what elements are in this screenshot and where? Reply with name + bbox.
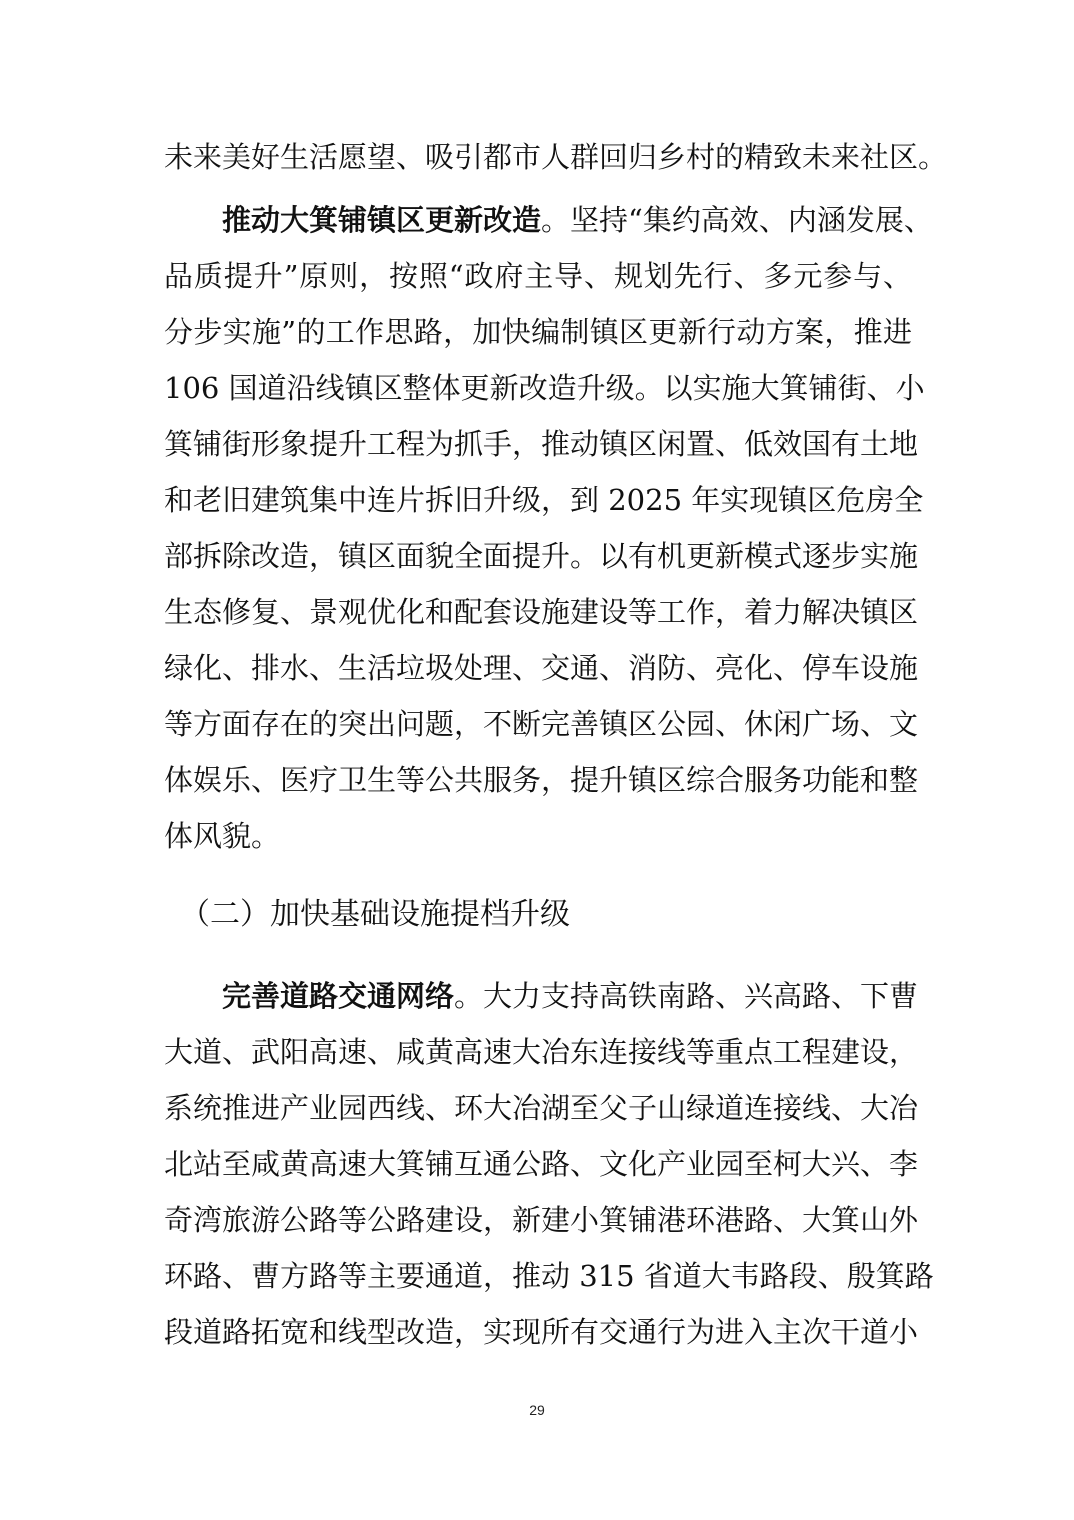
paragraph-line: 段道路拓宽和线型改造，实现所有交通行为进入主次干道小 [164,1315,919,1349]
paragraph-line: 106 国道沿线镇区整体更新改造升级。以实施大箕铺街、小 [164,371,925,405]
page-number: 29 [529,1402,545,1418]
paragraph-line: 奇湾旅游公路等公路建设，新建小箕铺港环港路、大箕山外 [164,1203,919,1237]
paragraph-line: 系统推进产业园西线、环大冶湖至父子山绿道连接线、大冶 [164,1091,919,1125]
paragraph-line [222,200,933,240]
paragraph-line: 体娱乐、医疗卫生等公共服务，提升镇区综合服务功能和整 [164,763,919,797]
paragraph-line: 体风貌。 [164,819,281,853]
paragraph-line: 箕铺街形象提升工程为抓手，推动镇区闲置、低效国有土地 [164,427,919,461]
paragraph-line: 等方面存在的突出问题，不断完善镇区公园、休闲广场、文 [164,707,919,741]
paragraph-line: 生态修复、景观优化和配套设施建设等工作，着力解决镇区 [164,595,919,629]
section-heading: （二）加快基础设施提档升级 [180,897,570,932]
paragraph-line: 北站至咸黄高速大箕铺互通公路、文化产业园至柯大兴、李 [164,1147,919,1181]
paragraph-lead-heading: 推动大箕铺镇区更新改造 [222,203,542,237]
paragraph-text: 。大力支持高铁南路、兴高路、下曹 [454,979,919,1013]
paragraph-line [222,976,919,1016]
paragraph-line: 绿化、排水、生活垃圾处理、交通、消防、亮化、停车设施 [164,651,919,685]
paragraph-line: 环路、曹方路等主要通道，推动 315 省道大韦路段、殷箕路 [164,1259,934,1293]
paragraph-line: 部拆除改造，镇区面貌全面提升。以有机更新模式逐步实施 [164,539,919,573]
paragraph-lead-heading: 完善道路交通网络 [222,979,455,1013]
paragraph-line: 大道、武阳高速、咸黄高速大冶东连接线等重点工程建设， [164,1035,919,1069]
paragraph-line: 未来美好生活愿望、吸引都市人群回归乡村的精致未来社区。 [164,140,948,174]
paragraph-text: 。坚持“集约高效、内涵发展、 [541,203,933,237]
paragraph-line: 品质提升”原则，按照“政府主导、规划先行、多元参与、 [164,259,912,293]
paragraph-line: 和老旧建筑集中连片拆旧升级，到 2025 年实现镇区危房全 [164,483,924,517]
paragraph-line: 分步实施”的工作思路，加快编制镇区更新行动方案，推进 [164,315,912,349]
